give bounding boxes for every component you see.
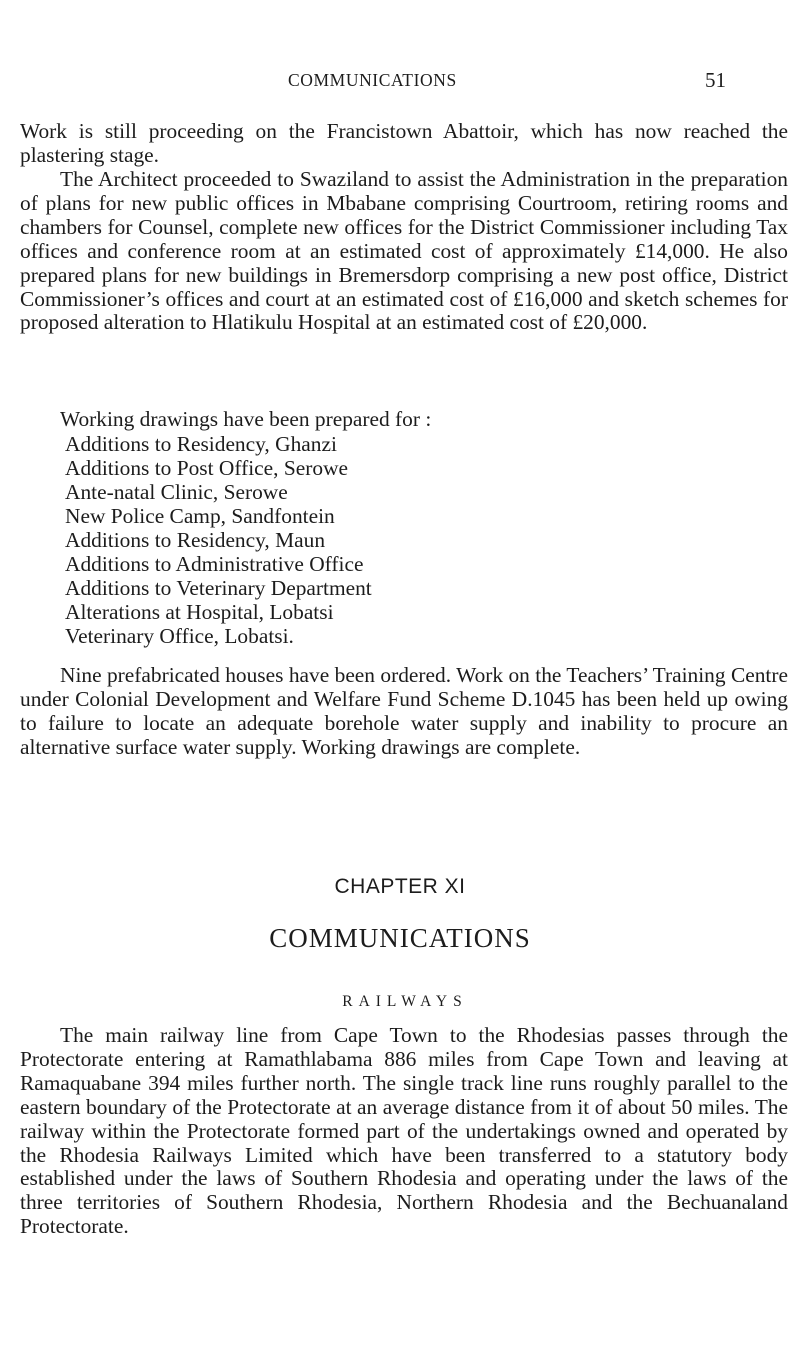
list-item: Additions to Post Office, Serowe [65, 456, 349, 480]
list-item: Additions to Residency, Maun [65, 528, 326, 552]
running-head [0, 70, 800, 100]
paragraph-working-drawings-intro: Working drawings have been prepared for : [60, 407, 432, 431]
running-title: COMMUNICATIONS [288, 70, 457, 90]
list-item: New Police Camp, Sandfontein [65, 504, 335, 528]
list-item: Ante-natal Clinic, Serowe [65, 480, 288, 504]
paragraph-railways: The main railway line from Cape Town to the Rhodesias passes through the Protectorate entering at Ramathlabama 886 miles from Cape Town and leaving at Ramaquabane 394 miles further north. The single track line runs roughly parallel to the eastern boundary of the Protectorate at an average distance from it of about 50 miles. The railway within the Protectorate formed part of the undertakings owned and operated by the Rhodesia Railways Limited which have been transferred to a statutory body established under the laws of Southern Rhodesia and operating under the laws of the three territories of Southern Rhodesia, Northern Rhodesia and the Bechuanaland Protectorate. [20, 1023, 788, 1239]
paragraph-abattoir: Work is still proceeding on the Francistown Abattoir, which has now reached the plastering stage. [20, 119, 788, 167]
list-item: Additions to Residency, Ghanzi [65, 432, 337, 456]
page-number: 51 [705, 68, 726, 92]
list-item: Veterinary Office, Lobatsi. [65, 624, 294, 648]
list-item: Additions to Administrative Office [65, 552, 364, 576]
list-item: Additions to Veterinary Department [65, 576, 372, 600]
list-item: Alterations at Hospital, Lobatsi [65, 600, 334, 624]
paragraph-prefabricated: Nine prefabricated houses have been ordered. Work on the Teachers’ Training Centre under Colonial Development and Welfare Fund Scheme D.1045 has been held up owing to failure to locate an adequate borehole water supply and inability to procure an alternative surface water supply. Working drawings are complete. [20, 663, 788, 759]
paragraph-architect: The Architect proceeded to Swaziland to assist the Administration in the preparation of plans for new public offices in Mbabane comprising Courtroom, retiring rooms and chambers for Counsel, complete new offices for the District Commissioner including Tax offices and conference room at an estimated cost of approximately £14,000. He also prepared plans for new buildings in Bremersdorp comprising a new post office, District Commissioner’s offices and court at an estimated cost of £16,000 and sketch schemes for proposed alteration to Hlatikulu Hospital at an estimated cost of £20,000. [20, 167, 788, 335]
chapter-title: COMMUNICATIONS [269, 923, 531, 953]
working-drawings-list [65, 432, 765, 648]
section-heading: RAILWAYS [342, 993, 468, 1010]
chapter-label: CHAPTER XI [334, 875, 466, 898]
